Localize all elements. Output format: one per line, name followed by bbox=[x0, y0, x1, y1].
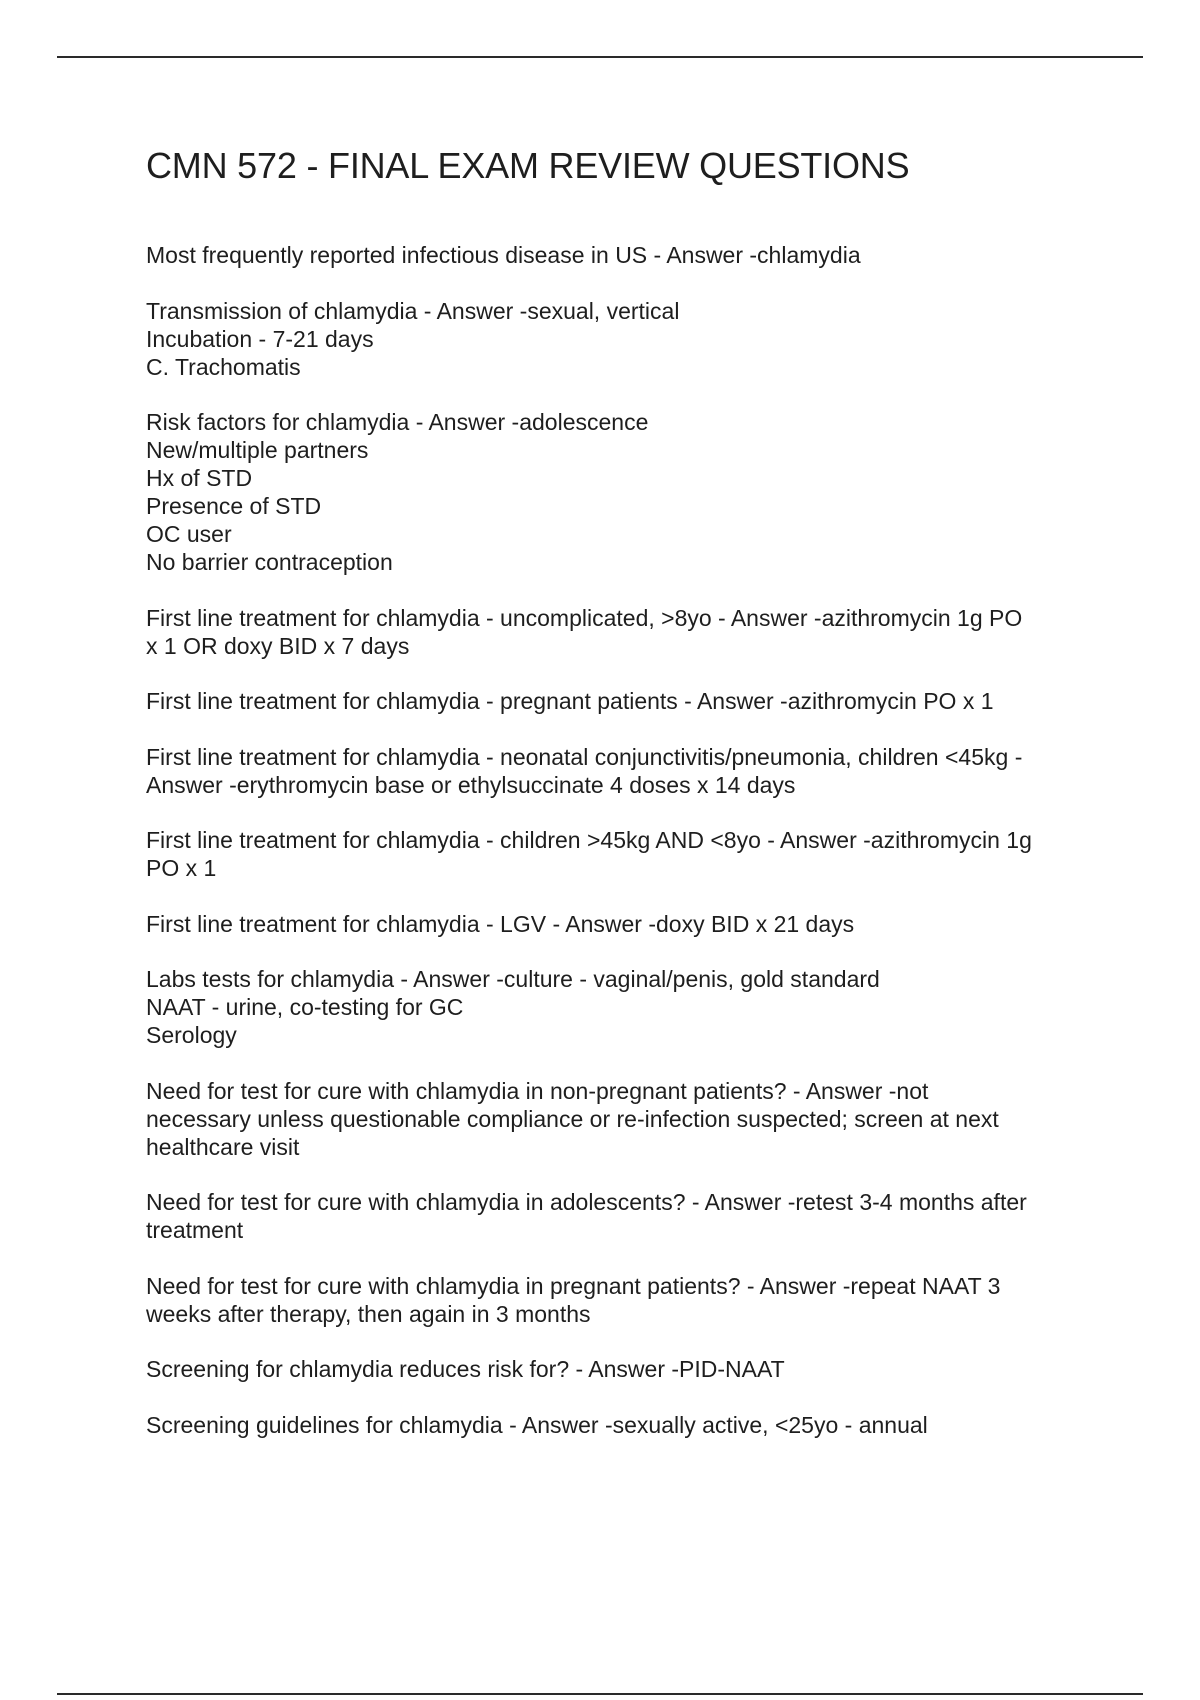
qa-text-line: NAAT - urine, co-testing for GC bbox=[146, 994, 464, 1020]
qa-text-line: C. Trachomatis bbox=[146, 353, 301, 380]
qa-text-line: Hx of STD bbox=[146, 465, 253, 491]
qa-item bbox=[146, 826, 1091, 882]
qa-text-line: Screening guidelines for chlamydia - Answer -sexually active, <25yo - annual bbox=[146, 1411, 928, 1438]
qa-text-line: Labs tests for chlamydia - Answer -culture - vaginal/penis, gold standard bbox=[146, 966, 880, 992]
document-title: CMN 572 - FINAL EXAM REVIEW QUESTIONS bbox=[146, 145, 910, 186]
question-answer-list bbox=[146, 241, 1091, 1466]
qa-text-line: First line treatment for chlamydia - pregnant patients - Answer -azithromycin PO x 1 bbox=[146, 688, 994, 714]
qa-text-line: Risk factors for chlamydia - Answer -adolescence bbox=[146, 409, 649, 435]
qa-text-line: weeks after therapy, then again in 3 months bbox=[146, 1300, 591, 1327]
qa-item bbox=[146, 743, 1091, 799]
qa-text-line: Incubation - 7-21 days bbox=[146, 325, 374, 352]
qa-text-line: Need for test for cure with chlamydia in non-pregnant patients? - Answer -not bbox=[146, 1077, 929, 1104]
qa-text-line: PO x 1 bbox=[146, 855, 217, 881]
qa-item bbox=[146, 910, 1091, 938]
qa-text-line: necessary unless questionable compliance or re-infection suspected; screen at next bbox=[146, 1105, 999, 1132]
qa-text-line: treatment bbox=[146, 1217, 244, 1243]
qa-text-line: First line treatment for chlamydia - uncomplicated, >8yo - Answer -azithromycin 1g PO bbox=[146, 604, 1023, 631]
qa-item bbox=[146, 1077, 1091, 1161]
qa-item bbox=[146, 1355, 1091, 1383]
top-rule bbox=[57, 56, 1143, 58]
qa-item bbox=[146, 1272, 1091, 1328]
qa-item bbox=[146, 687, 1091, 715]
qa-text-line: Most frequently reported infectious disease in US - Answer -chlamydia bbox=[146, 242, 861, 268]
qa-text-line: Presence of STD bbox=[146, 493, 322, 519]
qa-text-line: First line treatment for chlamydia - children >45kg AND <8yo - Answer -azithromycin 1g bbox=[146, 827, 1032, 853]
qa-text-line: Need for test for cure with chlamydia in adolescents? - Answer -retest 3-4 months after bbox=[146, 1189, 1027, 1215]
qa-text-line: Serology bbox=[146, 1022, 237, 1048]
bottom-rule bbox=[57, 1693, 1143, 1695]
qa-text-line: No barrier contraception bbox=[146, 549, 393, 575]
qa-text-line: OC user bbox=[146, 521, 232, 547]
qa-item bbox=[146, 297, 1091, 381]
qa-text-line: Need for test for cure with chlamydia in pregnant patients? - Answer -repeat NAAT 3 bbox=[146, 1272, 1001, 1299]
qa-text-line: First line treatment for chlamydia - neonatal conjunctivitis/pneumonia, children <45kg - bbox=[146, 743, 1023, 770]
qa-text-line: First line treatment for chlamydia - LGV - Answer -doxy BID x 21 days bbox=[146, 910, 855, 937]
qa-text-line: Screening for chlamydia reduces risk for? - Answer -PID-NAAT bbox=[146, 1356, 785, 1382]
qa-item bbox=[146, 408, 1091, 576]
qa-item bbox=[146, 1411, 1091, 1439]
qa-text-line: healthcare visit bbox=[146, 1133, 300, 1160]
qa-text-line: New/multiple partners bbox=[146, 437, 369, 463]
qa-item bbox=[146, 604, 1091, 660]
qa-text-line: Transmission of chlamydia - Answer -sexual, vertical bbox=[146, 297, 680, 324]
qa-text-line: Answer -erythromycin base or ethylsuccinate 4 doses x 14 days bbox=[146, 771, 796, 798]
qa-item bbox=[146, 1188, 1091, 1244]
qa-text-line: x 1 OR doxy BID x 7 days bbox=[146, 632, 410, 659]
qa-item bbox=[146, 241, 1091, 269]
qa-item bbox=[146, 965, 1091, 1049]
